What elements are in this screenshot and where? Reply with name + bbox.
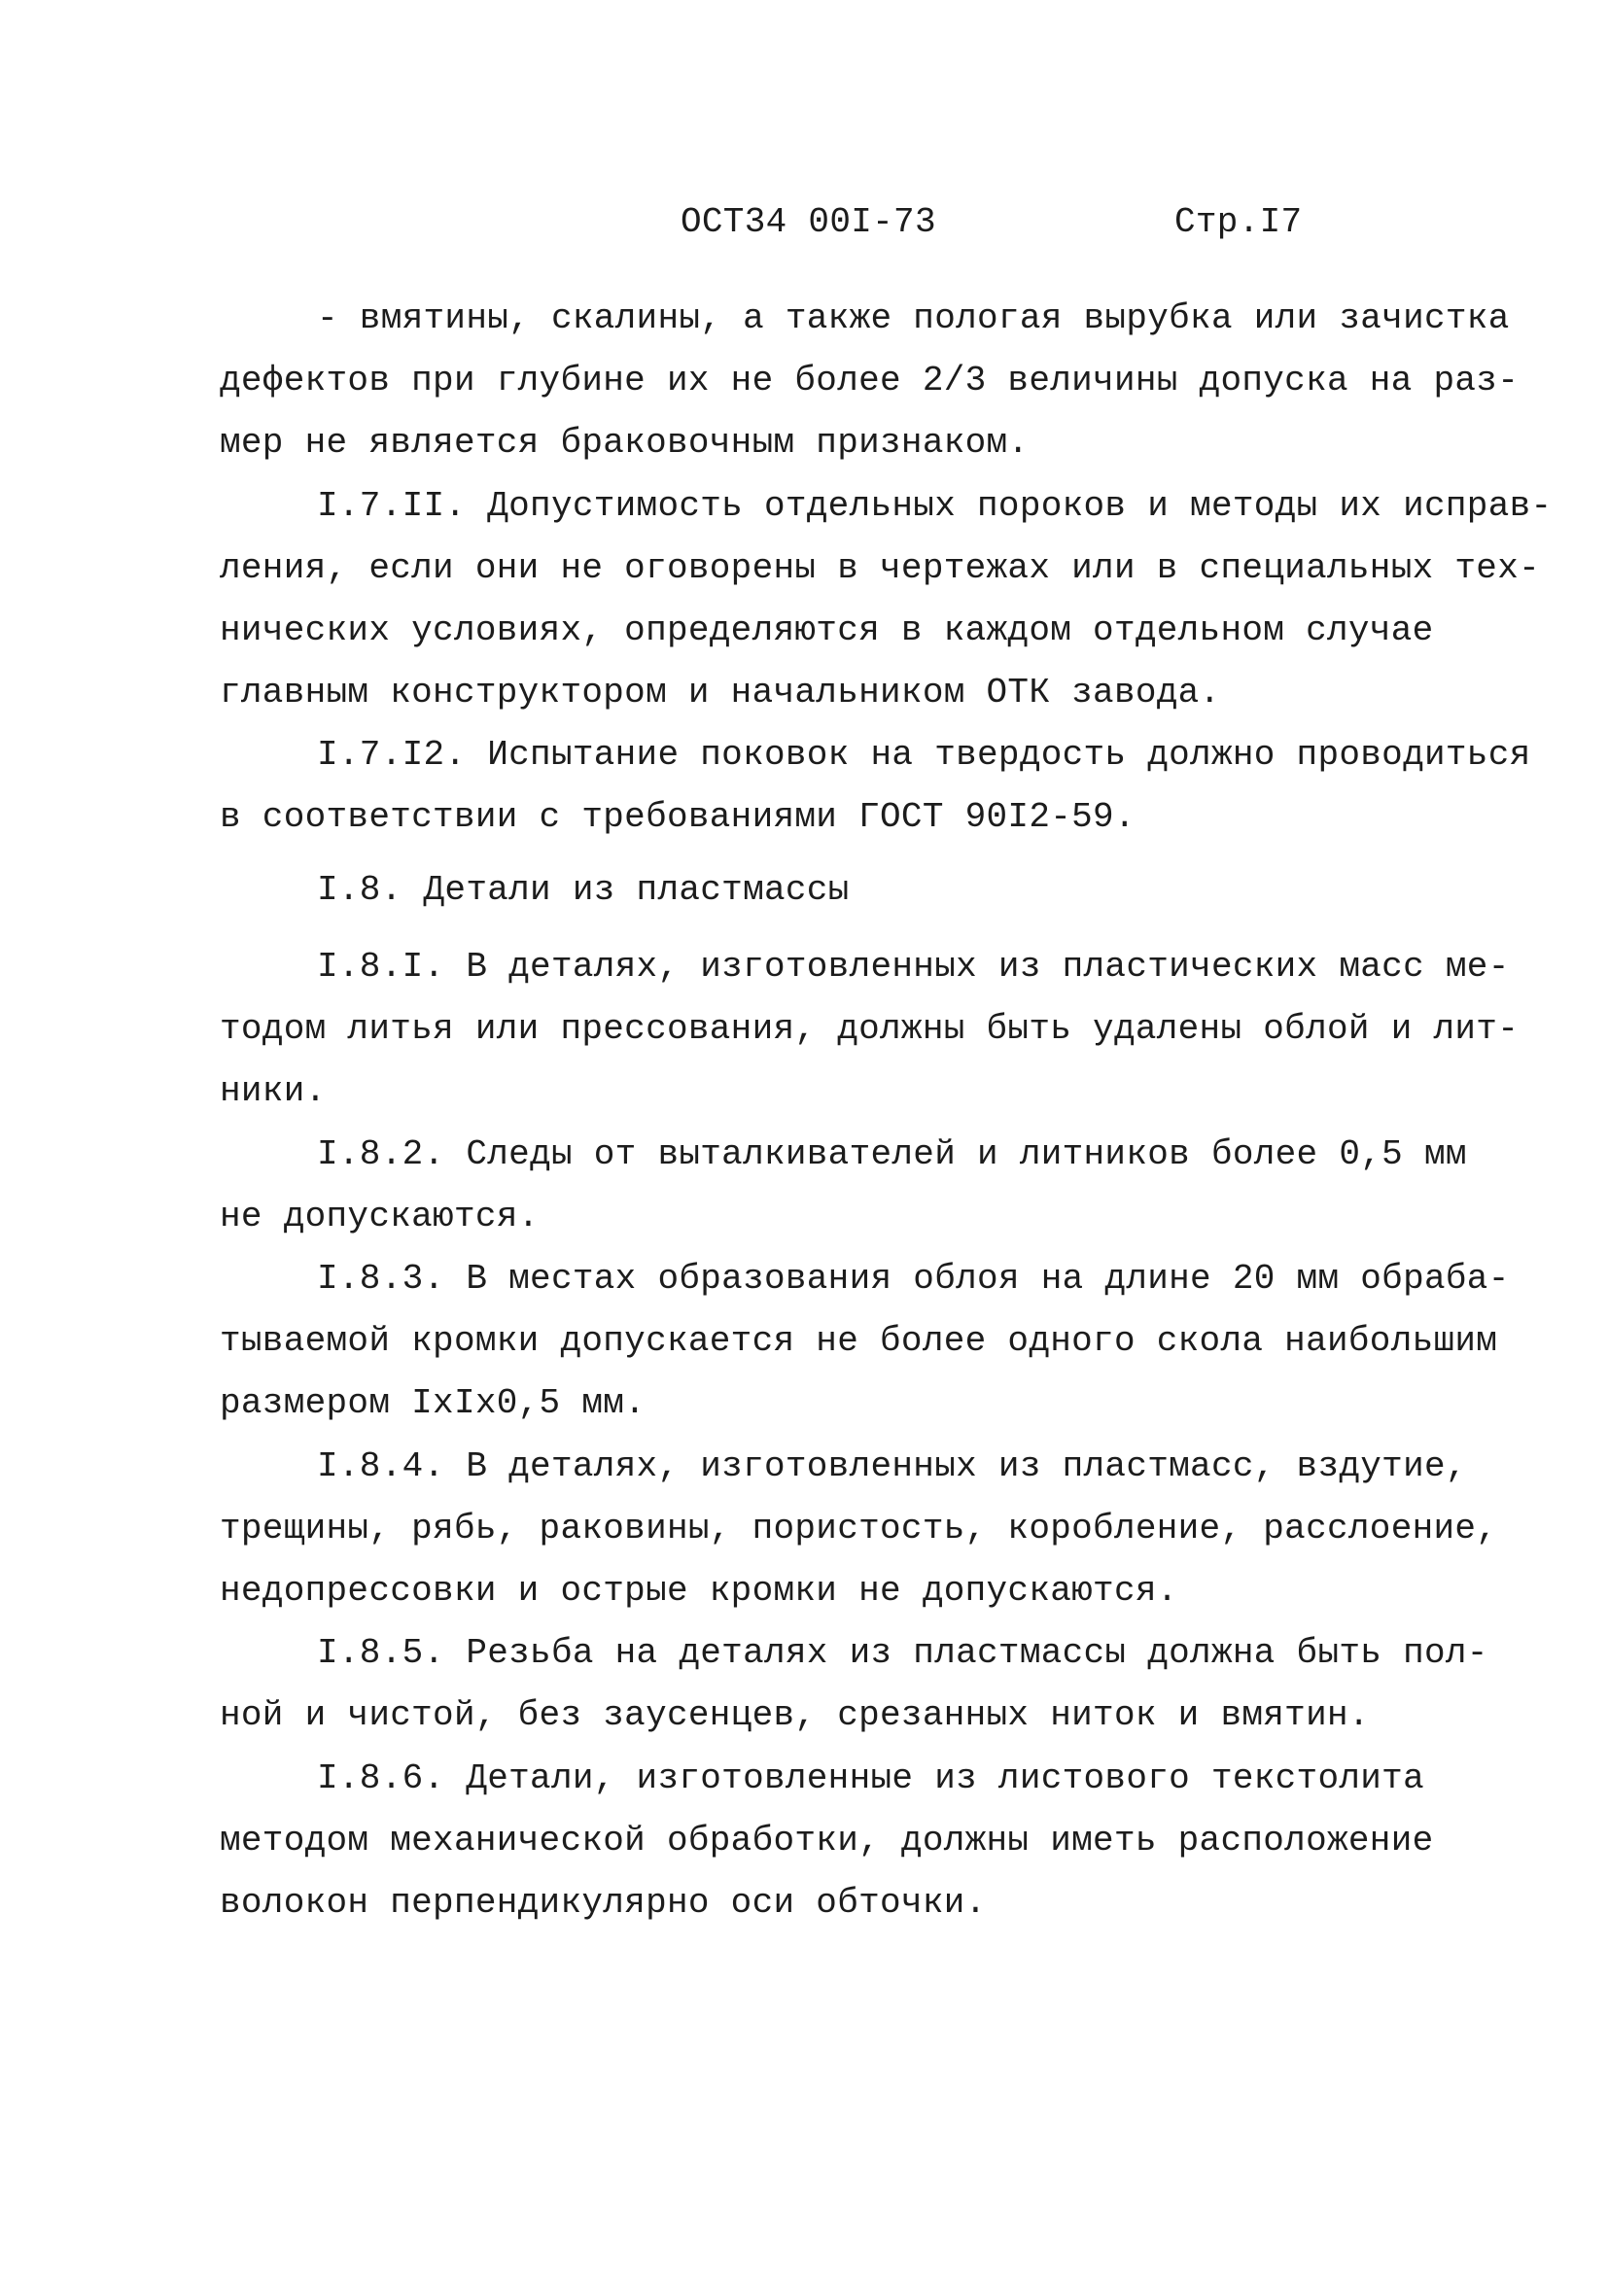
paragraph-1-8-2-line: I.8.2. Следы от выталкивателей и литников более 0,5 мм: [317, 1134, 1467, 1174]
paragraph-1-7-11-line: I.7.II. Допустимость отдельных пороков и методы их исправ-: [317, 486, 1553, 526]
text-line: ной и чистой, без заусенцев, срезанных ниток и вмятин.: [220, 1695, 1370, 1735]
text-line: не допускаются.: [220, 1197, 540, 1236]
text-line: в соответствии с требованиями ГОСТ 90I2-59.: [220, 797, 1136, 837]
text-line: трещины, рябь, раковины, пористость, коробление, расслоение,: [220, 1509, 1498, 1548]
text-line: тываемой кромки допускается не более одного скола наибольшим: [220, 1321, 1498, 1361]
text-line: главным конструктором и начальником ОТК завода.: [220, 673, 1221, 713]
document-code: ОСТ34 00I-73: [681, 202, 936, 242]
paragraph-1-8-6-line: I.8.6. Детали, изготовленные из листового текстолита: [317, 1758, 1424, 1798]
text-line: размером IxIx0,5 мм.: [220, 1383, 647, 1423]
paragraph-1-8-5-line: I.8.5. Резьба на деталях из пластмассы должна быть пол-: [317, 1633, 1488, 1673]
text-line: методом механической обработки, должны иметь расположение: [220, 1821, 1434, 1861]
text-line: волокон перпендикулярно оси обточки.: [220, 1883, 987, 1923]
text-line: ления, если они не оговорены в чертежах или в специальных тех-: [220, 548, 1541, 588]
text-line: нических условиях, определяются в каждом отдельном случае: [220, 610, 1434, 650]
text-line: тодом литья или прессования, должны быть удалены облой и лит-: [220, 1009, 1520, 1049]
text-line: дефектов при глубине их не более 2/3 величины допуска на раз-: [220, 361, 1520, 400]
text-line: мер не является браковочным признаком.: [220, 423, 1030, 463]
paragraph-1-8-3-line: I.8.3. В местах образования облоя на длине 20 мм обраба-: [317, 1259, 1510, 1299]
text-line: - вмятины, скалины, а также пологая вырубка или зачистка: [317, 298, 1510, 338]
paragraph-1-8-1-line: I.8.I. В деталях, изготовленных из пластических масс ме-: [317, 947, 1510, 987]
paragraph-1-8-4-line: I.8.4. В деталях, изготовленных из пластмасс, вздутие,: [317, 1446, 1467, 1486]
text-line: недопрессовки и острые кромки не допускаются.: [220, 1571, 1178, 1611]
page-number: Стр.I7: [1174, 202, 1303, 242]
text-line: ники.: [220, 1071, 327, 1111]
paragraph-1-7-12-line: I.7.I2. Испытание поковок на твердость должно проводиться: [317, 735, 1531, 775]
section-heading-1-8: I.8. Детали из пластмассы: [317, 870, 850, 910]
